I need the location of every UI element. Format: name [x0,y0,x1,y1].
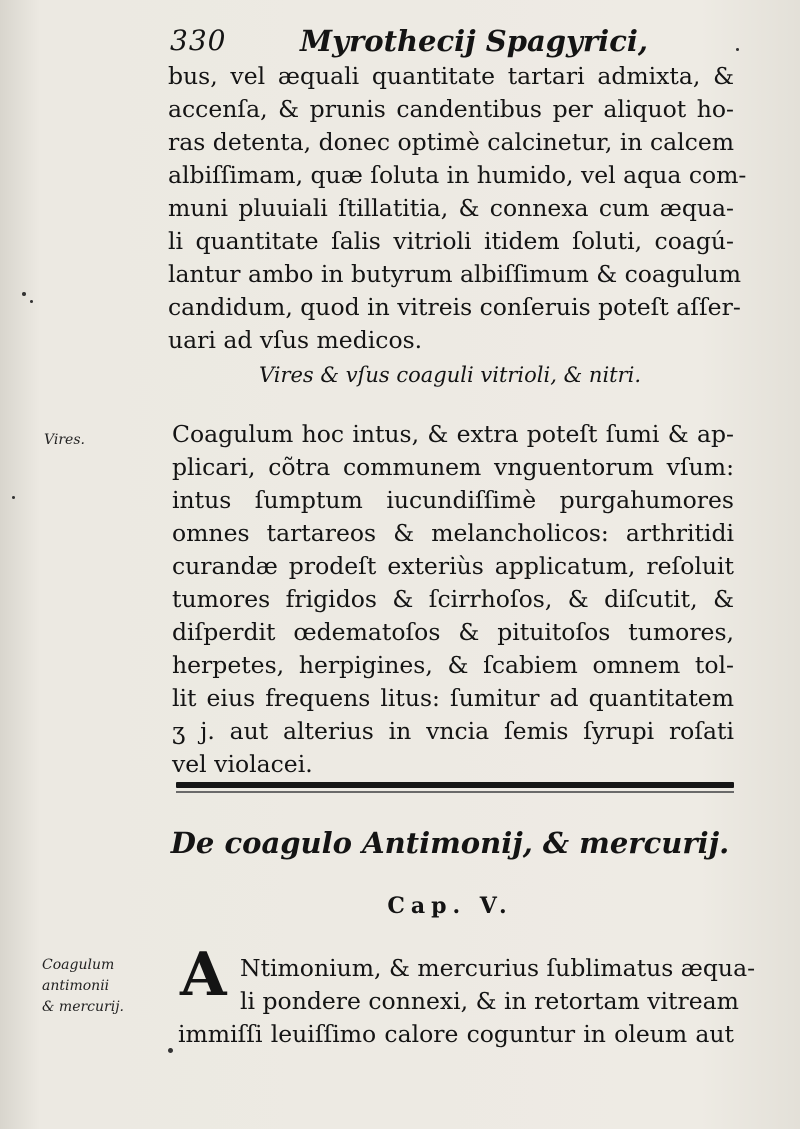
running-title: Myrothecij Spagyrici, [300,24,648,58]
ink-speck [736,48,739,51]
text-line: ʒ j. aut alterius in vncia ſemis ſyrupi roſati [172,717,734,745]
margin-note-line: antimonii [42,978,110,994]
text-line: candidum, quod in vitreis conſeruis poteſt aſſer- [168,293,741,321]
text-line: accenſa, & prunis candentibus per aliquot ho- [168,95,734,123]
text-line: herpetes, herpigines, & ſcabiem omnem tol- [172,651,734,679]
ink-speck [22,292,26,296]
text-line: intus ſumptum iucundiſſimè purgahumores [172,486,734,514]
paragraph-vires [172,418,734,781]
text-line: vel violacei. [172,750,313,778]
section-divider-rule [176,782,734,788]
text-line: plicari, cõtra communem vnguentorum vſum: [172,453,734,481]
ink-speck [30,300,33,303]
text-line: muni pluuiali ſtillatitia, & connexa cum æqua- [168,194,734,222]
text-line: bus, vel æquali quantitate tartari admixta, & [168,62,734,90]
text-line: curandæ prodeſt exteriùs applicatum, reſoluit [172,552,734,580]
margin-note-line: & mercurij. [42,999,124,1015]
page-header [170,24,730,64]
margin-note-coagulum [42,955,167,1018]
margin-note-line: Coagulum [42,957,115,973]
margin-note-vires: Vires. [44,432,85,448]
text-line: Ntimonium, & mercurius ſublimatus æqua- [240,954,756,982]
text-line: li pondere connexi, & in retortam vitream [240,987,739,1015]
drop-cap: A [180,940,227,1010]
text-line: li quantitate ſalis vitrioli itidem ſoluti, coagú- [168,227,734,255]
text-line: diſperdit œdematoſos & pituitoſos tumores, [172,618,734,646]
ink-speck [168,1048,173,1053]
text-line: albiſſimam, quæ ſoluta in humido, vel aqua com- [168,161,747,189]
ink-speck [12,496,15,499]
text-line: ras detenta, donec optimè calcinetur, in calcem [168,128,735,156]
paragraph-continued [168,60,747,357]
text-line: tumores frigidos & ſcirrhoſos, & diſcutit, & [172,585,734,613]
text-line: uari ad vſus medicos. [168,326,423,354]
chapter-number: Cap. V. [387,893,513,919]
text-line: lantur ambo in butyrum albiſſimum & coagulum [168,260,742,288]
page-number: 330 [170,24,227,57]
text-line: immiſſi leuiſſimo calore coguntur in oleum aut [178,1020,734,1048]
paragraph-chapter-start [178,952,756,1051]
text-line: lit eius frequens litus: ſumitur ad quantitatem [172,684,734,712]
section-subheading: Vires & vſus coaguli vitrioli, & nitri. [258,363,642,387]
text-line: Coagulum hoc intus, & extra poteſt ſumi & ap- [172,420,734,448]
text-line: omnes tartareos & melancholicos: arthritidi [172,519,734,547]
chapter-title: De coagulo Antimonij, & mercurij. [170,826,730,860]
